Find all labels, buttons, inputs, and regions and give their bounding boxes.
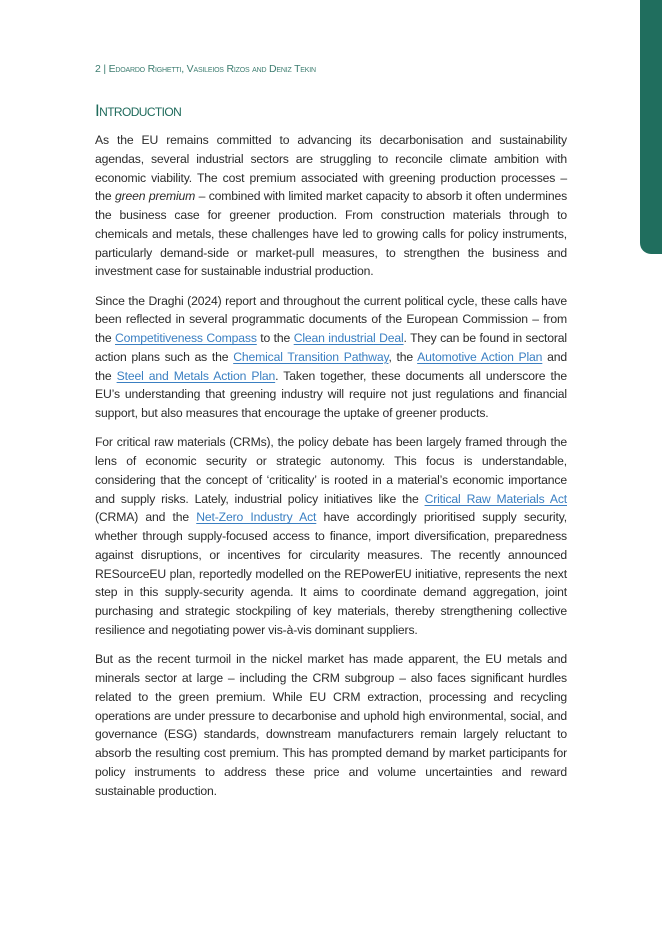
section-title: Introduction: [95, 101, 182, 120]
link-critical-raw-materials-act[interactable]: Critical Raw Materials Act: [424, 491, 567, 506]
paragraph-1: [95, 131, 567, 281]
paragraph-2-text-d: , the: [388, 349, 418, 364]
paragraph-3-text-c: have accordingly prioritised supply security, whether through supply-focused access to finance, import diversification, preparedness against disruptions, or incentives for circularity measures. The recently announced RESourceEU plan, reportedly modelled on the REPowerEU initiative, represents the next step in this supply-security agenda. It aims to coordinate demand aggregation, joint purchasing and strategic stockpiling of key materials, thereby strengthening collective resilience and negotiating power vis-à-vis dominant suppliers.: [95, 510, 568, 637]
paragraph-2-text-b: to the: [256, 331, 294, 346]
paragraph-2-text-a: Since the Draghi (2024) report and throughout the current political cycle, these calls have been reflected in several programmatic documents of the European Commission – from the: [95, 293, 567, 346]
paragraph-1-text-a: As the EU remains committed to advancing its decarbonisation and sustainability agendas, several industrial sectors are struggling to reconcile climate ambition with economic viability. The cost premium associated with greening production processes – the: [95, 133, 567, 204]
paragraph-4: [95, 650, 567, 800]
side-section-tab: [640, 0, 662, 254]
link-competitiveness-compass[interactable]: Competitiveness Compass: [115, 331, 257, 346]
paragraph-2: [95, 292, 567, 423]
running-header: 2 | Edoardo Righetti, Vasileios Rizos and Deniz Tekin: [95, 63, 316, 75]
body-text: [95, 131, 567, 811]
link-net-zero-industry-act[interactable]: Net-Zero Industry Act: [196, 510, 317, 525]
link-steel-metals-action-plan[interactable]: Steel and Metals Action Plan: [116, 368, 276, 383]
paragraph-2-text-c: . They can be found in sectoral action plans such as the: [95, 331, 567, 364]
link-clean-industrial-deal[interactable]: Clean industrial Deal: [293, 331, 404, 346]
paragraph-2-text-f: . Taken together, these documents all underscore the EU’s understanding that greening industry will require not just regulations and financial support, but also measures that encourage the uptake of greener products.: [95, 368, 567, 421]
link-chemical-transition-pathway[interactable]: Chemical Transition Pathway: [233, 349, 389, 364]
green-premium-emphasis: green premium: [114, 189, 196, 204]
paragraph-4-text: But as the recent turmoil in the nickel market has made apparent, the EU metals and minerals sector at large – including the CRM subgroup – also faces significant hurdles related to the green premium. While EU CRM extraction, processing and recycling operations are under pressure to decarbonise and uphold high environmental, social, and governance (ESG) standards, downstream manufacturers remain largely reluctant to absorb the resulting cost premium. This has prompted demand by market participants for policy instruments to address these price and volume uncertainties and reward sustainable production.: [95, 652, 567, 798]
paragraph-2-text-e: and the: [95, 349, 567, 383]
paragraph-1-text-b: – combined with limited market capacity to absorb it often undermines the business case for greener production. From construction materials through to chemicals and metals, these challenges have led to growing calls for policy instruments, particularly demand-side or market-pull measures, to strengthen the business and investment case for sustainable industrial production.: [95, 189, 568, 279]
paragraph-3-text-a: For critical raw materials (CRMs), the policy debate has been largely framed through the lens of economic security or strategic autonomy. This focus is understandable, considering that the concept of ‘criticality’ is rooted in a material’s economic importance and supply risks. Lately, industrial policy initiatives like the: [95, 435, 567, 506]
paragraph-3-text-b: (CRMA) and the: [95, 510, 197, 525]
link-automotive-action-plan[interactable]: Automotive Action Plan: [417, 349, 543, 364]
paragraph-3: [95, 433, 567, 639]
